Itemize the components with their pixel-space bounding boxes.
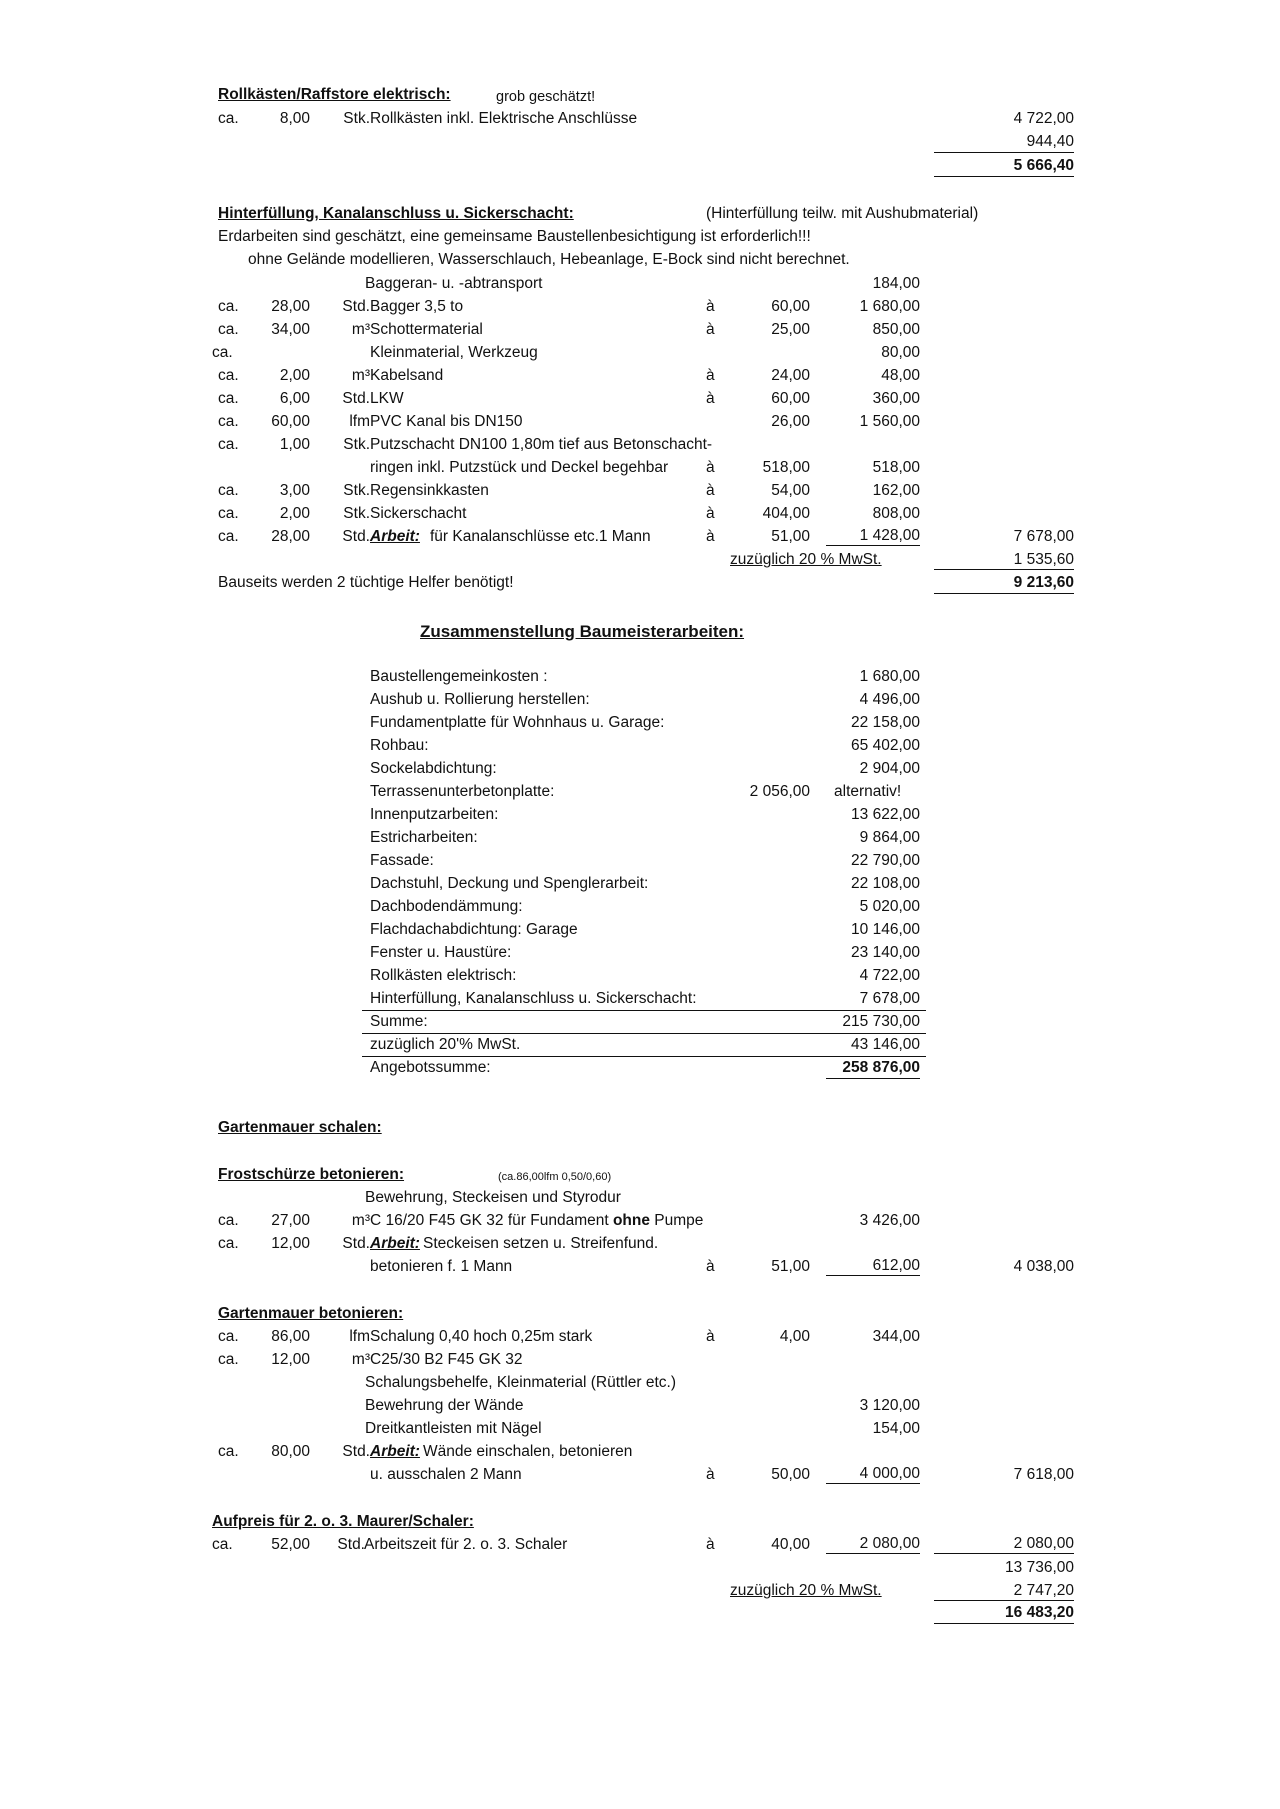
- unit-price-marker: à: [706, 367, 715, 384]
- approx-label: ca.: [218, 110, 239, 127]
- summary-tax-value: 43 146,00: [851, 1036, 920, 1053]
- tax-amount: 944,40: [1026, 133, 1074, 150]
- line-total: 850,00: [872, 321, 920, 338]
- item-description: [370, 1212, 703, 1230]
- unit-price: 60,00: [771, 390, 810, 407]
- unit: Std.: [342, 298, 370, 315]
- summary-item-label: Fundamentplatte für Wohnhaus u. Garage:: [370, 714, 665, 731]
- item-description: Schottermaterial: [370, 321, 483, 338]
- unit: Stk.: [343, 482, 370, 499]
- summary-item-label: Rohbau:: [370, 737, 429, 754]
- total-divider: [934, 176, 1074, 177]
- line-divider: [826, 545, 920, 546]
- tax-amount: 1 535,60: [1013, 551, 1074, 568]
- section-note: grob geschätzt!: [496, 89, 596, 105]
- section-note: (Hinterfüllung teilw. mit Aushubmaterial): [706, 205, 979, 222]
- gross-total: 9 213,60: [1013, 574, 1074, 591]
- item-description: für Kanalanschlüsse etc.1 Mann: [430, 528, 651, 545]
- item-description: Bewehrung der Wände: [365, 1397, 524, 1414]
- quantity: 12,00: [271, 1351, 310, 1368]
- unit-price-marker: à: [706, 1536, 715, 1553]
- total-divider: [934, 569, 1074, 570]
- item-description: Steckeisen setzen u. Streifenfund.: [423, 1235, 659, 1252]
- summary-item-label: Fassade:: [370, 852, 434, 869]
- quantity: 1,00: [279, 436, 310, 453]
- line-total: 4 000,00: [859, 1465, 920, 1482]
- summary-item-label: Sockelabdichtung:: [370, 760, 497, 777]
- net-subtotal: 13 736,00: [1005, 1559, 1074, 1576]
- item-description: Kleinmaterial, Werkzeug: [370, 344, 538, 361]
- unit: m³: [351, 321, 370, 338]
- item-description: Schalung 0,40 hoch 0,25m stark: [370, 1328, 593, 1345]
- total-divider: [934, 1623, 1074, 1624]
- quantity: 12,00: [271, 1235, 310, 1252]
- approx-label: ca.: [212, 344, 233, 361]
- item-description: Sickerschacht: [370, 505, 467, 522]
- summary-item-label: Innenputzarbeiten:: [370, 806, 499, 823]
- labor-label: Arbeit:: [370, 528, 420, 545]
- quantity: 86,00: [271, 1328, 310, 1345]
- quantity: 2,00: [279, 505, 310, 522]
- approx-label: ca.: [218, 436, 239, 453]
- summary-item-label: Estricharbeiten:: [370, 829, 478, 846]
- line-total: 808,00: [872, 505, 920, 522]
- tax-label: zuzüglich 20 % MwSt.: [730, 1582, 882, 1599]
- unit-price-marker: à: [706, 1258, 715, 1275]
- unit-price: 26,00: [771, 413, 810, 430]
- approx-label: ca.: [218, 1443, 239, 1460]
- labor-label: Arbeit:: [370, 1235, 420, 1252]
- unit-price: 518,00: [762, 459, 810, 476]
- unit-price: 404,00: [762, 505, 810, 522]
- summary-item-label: Fenster u. Haustüre:: [370, 944, 512, 961]
- desc-emphasis: ohne: [612, 1212, 650, 1229]
- approx-label: ca.: [218, 413, 239, 430]
- total-divider: [934, 1600, 1074, 1601]
- item-description: Wände einschalen, betonieren: [423, 1443, 633, 1460]
- approx-label: ca.: [218, 390, 239, 407]
- approx-label: ca.: [218, 367, 239, 384]
- summary-divider: [362, 1010, 926, 1011]
- line-divider: [826, 1483, 920, 1484]
- quantity: 60,00: [271, 413, 310, 430]
- section-heading-aufpreis: Aufpreis für 2. o. 3. Maurer/Schaler:: [212, 1513, 474, 1530]
- unit: m³: [351, 1351, 370, 1368]
- item-description: ringen inkl. Putzstück und Deckel begehbar: [370, 459, 669, 476]
- gross-total: 5 666,40: [1013, 157, 1074, 174]
- desc-part: C 16/20 F45 GK 32 für Fundament: [370, 1212, 613, 1229]
- unit-price-marker: à: [706, 298, 715, 315]
- line-total: 162,00: [872, 482, 920, 499]
- approx-label: ca.: [218, 1328, 239, 1345]
- unit: Std.: [342, 1443, 370, 1460]
- summary-item-value: 7 678,00: [859, 990, 920, 1007]
- approx-label: ca.: [218, 505, 239, 522]
- quantity: 34,00: [271, 321, 310, 338]
- offer-underline: [826, 1078, 920, 1079]
- summary-item-value: 5 020,00: [859, 898, 920, 915]
- line-total: 3 120,00: [859, 1397, 920, 1414]
- item-description: Baggeran- u. -abtransport: [365, 275, 543, 292]
- quantity: 80,00: [271, 1443, 310, 1460]
- tax-amount: 2 747,20: [1013, 1582, 1074, 1599]
- item-description: Regensinkkasten: [370, 482, 489, 499]
- summary-sum-label: Summe:: [370, 1013, 428, 1030]
- line-divider: [826, 1553, 920, 1554]
- summary-item-label: Baustellengemeinkosten :: [370, 668, 548, 685]
- labor-label: Arbeit:: [370, 1443, 420, 1460]
- gross-total: 16 483,20: [1005, 1604, 1074, 1621]
- unit-price: 51,00: [771, 1258, 810, 1275]
- quantity: 2,00: [279, 367, 310, 384]
- line-total: 2 080,00: [859, 1535, 920, 1552]
- unit-price-marker: à: [706, 505, 715, 522]
- summary-sum-value: 215 730,00: [842, 1013, 920, 1030]
- unit: lfm: [349, 413, 370, 430]
- item-description: Bewehrung, Steckeisen und Styrodur: [365, 1189, 621, 1206]
- offer-sum-label: Angebotssumme:: [370, 1059, 491, 1076]
- desc-part: Pumpe: [650, 1212, 704, 1229]
- summary-item-value: 13 622,00: [851, 806, 920, 823]
- approx-label: ca.: [218, 1212, 239, 1229]
- summary-item-value: 22 790,00: [851, 852, 920, 869]
- approx-label: ca.: [212, 1536, 233, 1553]
- section-note: (ca.86,00lfm 0,50/0,60): [498, 1171, 612, 1183]
- summary-item-value: 22 158,00: [851, 714, 920, 731]
- unit-price: 24,00: [771, 367, 810, 384]
- line-total: 80,00: [881, 344, 920, 361]
- summary-item-value: 9 864,00: [859, 829, 920, 846]
- unit: Std.: [342, 528, 370, 545]
- tax-label: zuzüglich 20 % MwSt.: [730, 551, 882, 568]
- section-total: 2 080,00: [1013, 1535, 1074, 1552]
- item-description: Kabelsand: [370, 367, 444, 384]
- helper-note: Bauseits werden 2 tüchtige Helfer benötigt!: [218, 574, 514, 591]
- unit-price: 51,00: [771, 528, 810, 545]
- item-description: PVC Kanal bis DN150: [370, 413, 523, 430]
- unit: m³: [351, 367, 370, 384]
- total-divider: [934, 1553, 1074, 1554]
- unit: m³: [351, 1212, 370, 1229]
- quantity: 27,00: [271, 1212, 310, 1229]
- line-total: 360,00: [872, 390, 920, 407]
- section-heading-frostschuerze: Frostschürze betonieren:: [218, 1166, 405, 1183]
- note-line: Erdarbeiten sind geschätzt, eine gemeinsame Baustellenbesichtigung ist erforderlich!!!: [218, 228, 811, 245]
- summary-item-value: 22 108,00: [851, 875, 920, 892]
- approx-label: ca.: [218, 321, 239, 338]
- summary-heading: Zusammenstellung Baumeisterarbeiten:: [420, 622, 745, 641]
- unit-price: 25,00: [771, 321, 810, 338]
- total-divider: [934, 593, 1074, 594]
- item-description: LKW: [370, 390, 404, 407]
- line-total: 3 426,00: [859, 1212, 920, 1229]
- unit-price: 40,00: [771, 1536, 810, 1553]
- section-heading-rollkaesten: Rollkästen/Raffstore elektrisch:: [218, 86, 451, 103]
- quantity: 6,00: [279, 390, 310, 407]
- approx-label: ca.: [218, 1235, 239, 1252]
- approx-label: ca.: [218, 528, 239, 545]
- quantity: 52,00: [271, 1536, 310, 1553]
- item-description: u. ausschalen 2 Mann: [370, 1466, 522, 1483]
- summary-item-value: 10 146,00: [851, 921, 920, 938]
- line-total: 154,00: [872, 1420, 920, 1437]
- approx-label: ca.: [218, 298, 239, 315]
- line-total: 1 680,00: [859, 298, 920, 315]
- section-total: 7 618,00: [1013, 1466, 1074, 1483]
- offer-sum-value: 258 876,00: [842, 1059, 920, 1076]
- unit-price-marker: à: [706, 482, 715, 499]
- quantity: 28,00: [271, 298, 310, 315]
- unit: Std.: [337, 1536, 365, 1553]
- summary-item-label: Aushub u. Rollierung herstellen:: [370, 691, 590, 708]
- approx-label: ca.: [218, 482, 239, 499]
- note-line: ohne Gelände modellieren, Wasserschlauch, Hebeanlage, E-Bock sind nicht berechnet.: [248, 251, 850, 268]
- summary-item-label: Rollkästen elektrisch:: [370, 967, 517, 984]
- line-total: 518,00: [872, 459, 920, 476]
- section-heading-hinterfuellung: Hinterfüllung, Kanalanschluss u. Sickerschacht:: [218, 205, 574, 222]
- unit-price-marker: à: [706, 459, 715, 476]
- section-total: 7 678,00: [1013, 528, 1074, 545]
- unit-price-marker: à: [706, 1466, 715, 1483]
- unit-price: 50,00: [771, 1466, 810, 1483]
- unit-price: 54,00: [771, 482, 810, 499]
- summary-tax-label: zuzüglich 20'% MwSt.: [370, 1036, 521, 1053]
- line-total: 184,00: [872, 275, 920, 292]
- summary-item-value: 2 904,00: [859, 760, 920, 777]
- line-total: 48,00: [881, 367, 920, 384]
- summary-item-value: 1 680,00: [859, 668, 920, 685]
- item-description: Bagger 3,5 to: [370, 298, 464, 315]
- summary-item-value: alternativ!: [834, 783, 902, 800]
- summary-item-alternative: 2 056,00: [749, 783, 810, 800]
- line-total: 344,00: [872, 1328, 920, 1345]
- item-description: Arbeitszeit für 2. o. 3. Schaler: [364, 1536, 568, 1553]
- item-description: C25/30 B2 F45 GK 32: [370, 1351, 523, 1368]
- summary-item-label: Hinterfüllung, Kanalanschluss u. Sickerschacht:: [370, 990, 697, 1007]
- unit-price-marker: à: [706, 1328, 715, 1345]
- unit: lfm: [349, 1328, 370, 1345]
- summary-item-label: Flachdachabdichtung: Garage: [370, 921, 578, 938]
- total-divider: [934, 152, 1074, 153]
- unit-price-marker: à: [706, 528, 715, 545]
- unit: Std.: [342, 1235, 370, 1252]
- line-total: 1 560,00: [859, 413, 920, 430]
- line-total: 1 428,00: [859, 527, 920, 544]
- unit: Std.: [342, 390, 370, 407]
- summary-divider: [362, 1056, 926, 1057]
- unit: Stk.: [343, 505, 370, 522]
- approx-label: ca.: [218, 1351, 239, 1368]
- section-heading-gartenmauer: Gartenmauer betonieren:: [218, 1305, 404, 1322]
- section-heading-gartenmauer-schalen: Gartenmauer schalen:: [218, 1119, 382, 1136]
- summary-item-value: 4 496,00: [859, 691, 920, 708]
- summary-item-label: Dachstuhl, Deckung und Spenglerarbeit:: [370, 875, 649, 892]
- summary-item-value: 4 722,00: [859, 967, 920, 984]
- unit: Stk.: [343, 436, 370, 453]
- item-description: Putzschacht DN100 1,80m tief aus Betonschacht-: [370, 436, 713, 453]
- summary-item-value: 65 402,00: [851, 737, 920, 754]
- quantity: 3,00: [279, 482, 310, 499]
- unit-price-marker: à: [706, 390, 715, 407]
- section-total: 4 038,00: [1013, 1258, 1074, 1275]
- summary-item-label: Dachbodendämmung:: [370, 898, 523, 915]
- unit-price: 4,00: [779, 1328, 810, 1345]
- section-total: 4 722,00: [1013, 110, 1074, 127]
- quantity: 8,00: [279, 110, 310, 127]
- unit-price-marker: à: [706, 321, 715, 338]
- unit: Stk.: [343, 110, 370, 127]
- line-divider: [826, 1275, 920, 1276]
- quantity: 28,00: [271, 528, 310, 545]
- summary-item-label: Terrassenunterbetonplatte:: [370, 783, 555, 800]
- item-description: betonieren f. 1 Mann: [370, 1258, 513, 1275]
- item-description: Rollkästen inkl. Elektrische Anschlüsse: [370, 110, 638, 127]
- item-description: Schalungsbehelfe, Kleinmaterial (Rüttler etc.): [365, 1374, 677, 1391]
- unit-price: 60,00: [771, 298, 810, 315]
- summary-divider: [362, 1033, 926, 1034]
- item-description: Dreitkantleisten mit Nägel: [365, 1420, 542, 1437]
- line-total: 612,00: [872, 1257, 920, 1274]
- summary-item-value: 23 140,00: [851, 944, 920, 961]
